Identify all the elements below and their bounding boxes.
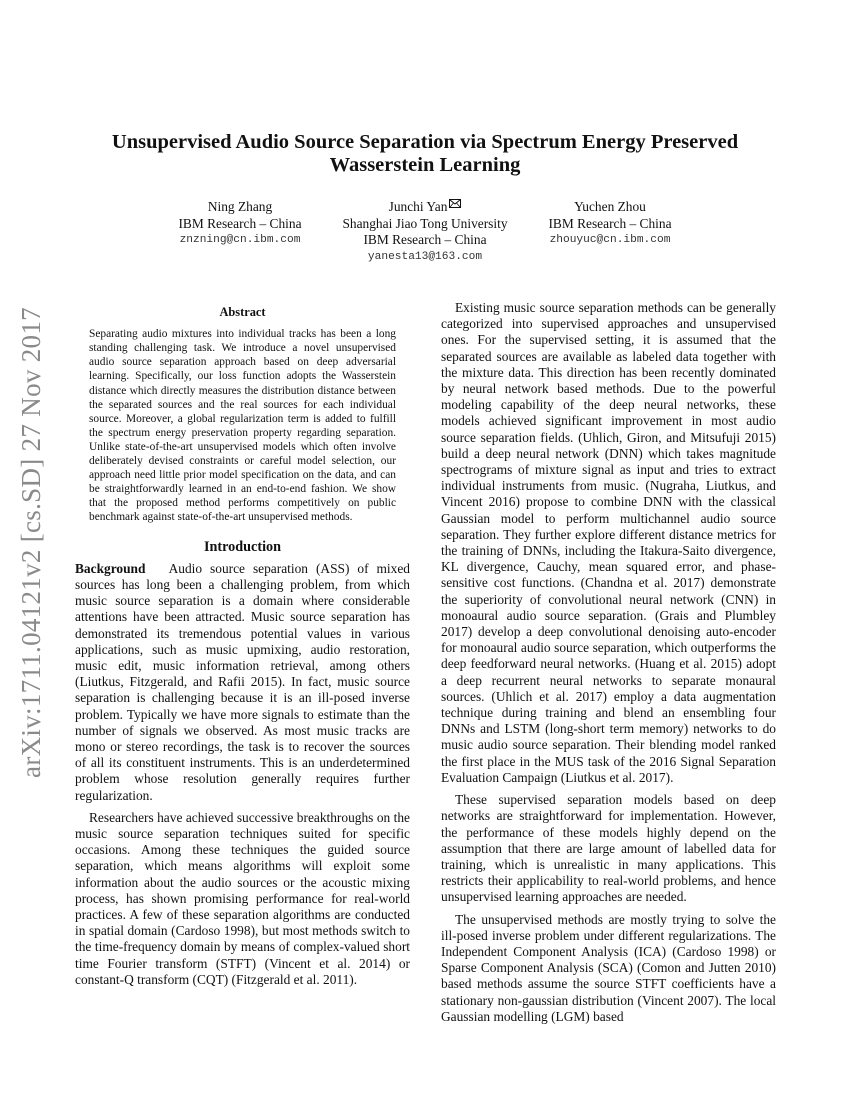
arxiv-identifier: arXiv:1711.04121v2 [cs.SD] 27 Nov 2017 — [15, 306, 46, 778]
author-affiliation-2: IBM Research – China — [363, 232, 487, 247]
author-block — [530, 199, 690, 249]
author-email: yanesta13@163.com — [367, 250, 483, 263]
left-column — [75, 300, 410, 994]
background-run-in-heading: Background — [75, 560, 146, 576]
introduction-heading: Introduction — [204, 538, 281, 555]
intro-paragraph-3: Existing music source separation methods can be generally categorized into supervised approaches and unsupervised ones. For the supervised setting, it is assumed that the separated sources are available as labeled data together with the mixture data. This direction has been recently dominated by neural network based methods. Due to the powerful modeling capability of the deep neural networks, these models achieved significant improvement in most audio source separation fields. (Uhlich, Giron, and Mitsufuji 2015) build a deep neural network (DNN) which takes magnitude spectrograms of mixture signal as input and tries to extract individual instruments from music. (Nugraha, Liutkus, and Vincent 2016) propose to combine DNN with the classical Gaussian model to perform multichannel audio source separation. They further explore different distance metrics for the training of DNNs, including the Itakura-Saito divergence, KL divergence, Cauchy, mean squared error, and phase-sensitive cost functions. (Chandna et al. 2017) demonstrate the superiority of convolutional neural network (CNN) in monoaural audio source separation. (Grais and Plumbley 2017) develop a deep convolutional denoising auto-encoder for monoaural audio source separation, which outperforms the deep feedforward neural networks. (Huang et al. 2015) adopt a deep recurrent neural networks to separate monaural sources. (Uhlich et al. 2017) employ a data augmentation technique during training and blend an ensembling four DNNs and LSTM (long-short term memory) networks to do music audio source separation. Their blending model ranked the first place in the MUS task of the 2016 Signal Separation Evaluation Campaign (Liutkus et al. 2017). — [441, 300, 776, 785]
envelope-icon — [449, 199, 461, 208]
author-name: Ning Zhang — [207, 199, 273, 214]
intro-paragraph-2: Researchers have achieved successive breakthroughs on the music source separation techniques suited for specific occasions. Among these techniques the guided source separation, which means algorithms will exploit some information about the audio sources or the acoustic mixing process, has shown promising performance for real-world practices. A few of these separation algorithms are conducted in spatial domain (Cardoso 1998), but most methods switch to the time-frequency domain by means of complex-valued short time Fourier transform (STFT) (Vincent et al. 2014) or constant-Q transform (CQT) (Fitzgerald et al. 2011). — [75, 809, 410, 987]
author-name: Junchi Yan — [388, 199, 448, 214]
abstract-heading: Abstract — [219, 305, 266, 319]
title-line-1: Unsupervised Audio Source Separation via Spectrum Energy Preserved — [111, 131, 739, 153]
intro-paragraph-1-text: Audio source separation (ASS) of mixed sources has long been a challenging problem, from which music source separation is a domain where considerable attentions have been attracted. Music source separation has demonstrated its tremendous potential values in various applications, such as music upmixing, audio restoration, music edit, music information retrieval, among others (Liutkus, Fitzgerald, and Rafii 2015). In fact, music source separation is challenging because it is an ill-posed inverse problem. Typically we have more signals to estimate than the number of signals we observed. As most music tracks are mono or stereo recordings, the task is to recover the sources of all its constituent instruments. This is an underdetermined problem whose resolution generally requires further regularization. — [75, 560, 410, 803]
author-affiliation: IBM Research – China — [178, 215, 302, 231]
intro-paragraph-5: The unsupervised methods are mostly trying to solve the ill-posed inverse problem under different regularizations. The Independent Component Analysis (ICA) (Cardoso 1998) or Sparse Component Analysis (SCA) (Comon and Jutten 2010) based methods assume the source STFT coefficients have a stationary non-gaussian distribution (Vincent 2007). The local Gaussian modelling (LGM) based — [441, 911, 776, 1024]
intro-paragraph-4: These supervised separation models based on deep networks are straightforward for implementation. However, the performance of these models highly depend on the assumption that there are large amount of labelled data for training, which is unrealistic in many applications. This restricts their applicability to real-world problems, and hence unsupervised learning approaches are needed. — [441, 792, 776, 905]
paper-title — [90, 131, 760, 177]
author-block — [160, 199, 320, 249]
author-email: zhouyuc@cn.ibm.com — [549, 234, 671, 246]
abstract-text: Separating audio mixtures into individual tracks has been a long standing challenging task. We introduce a novel unsupervised audio source separation approach based on deep adversarial learning. Specifically, our loss function adopts the Wasserstein distance which directly measures the distribution distance between the separated sources and the real sources for each individual source. Moreover, a global regularization term is added to fulfill the spectrum energy preservation property regarding separation. Unlike state-of-the-art unsupervised models which often involve deliberately devised constraints or careful model selection, our approach need little prior model specification on the data, and can be straightforwardly learned in an end-to-end fashion. We show that the proposed method performs competitively on public benchmark against state-of-the-art unsupervised methods. — [89, 328, 396, 524]
author-affiliation: IBM Research – China — [548, 215, 672, 231]
author-block — [330, 199, 520, 265]
arxiv-side-stamp — [8, 292, 54, 792]
author-name: Yuchen Zhou — [574, 199, 646, 214]
intro-paragraph-1 — [75, 561, 410, 804]
author-name-row — [330, 199, 520, 216]
right-column — [441, 300, 776, 1031]
author-email: znzning@cn.ibm.com — [179, 234, 301, 246]
title-line-2: Wasserstein Learning — [329, 154, 521, 176]
author-affiliation: Shanghai Jiao Tong University — [342, 215, 508, 231]
